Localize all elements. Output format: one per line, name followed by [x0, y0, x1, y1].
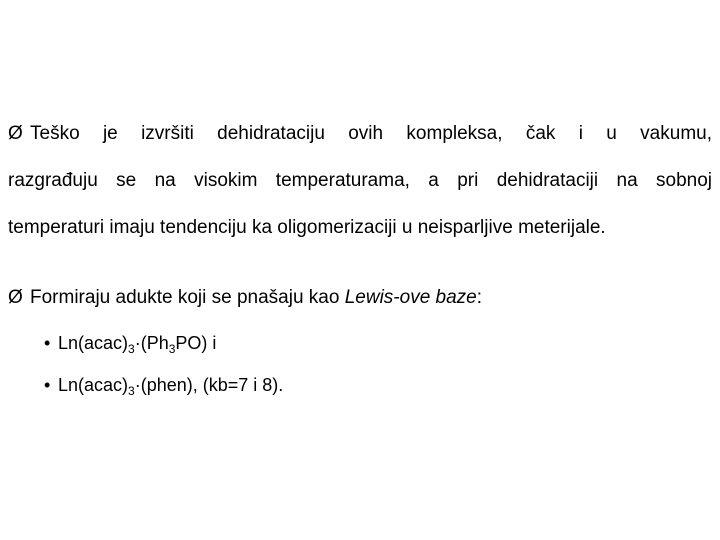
- paragraph-dehydration: [8, 110, 712, 251]
- line-1-text: Teško je izvršiti dehidrataciju ovih kompleksa, čak i u vakumu,: [30, 123, 712, 144]
- formula-part: Ln(acac): [58, 333, 129, 353]
- arrow-bullet-icon: Ø: [8, 287, 23, 308]
- paragraph-line-2: razgrađuju se na visokim temperaturama, a pri dehidrataciji na sobnoj: [8, 170, 712, 191]
- formula-subscript: 3: [128, 384, 135, 398]
- lewis-base-term: Lewis-ove baze: [344, 287, 477, 308]
- bullet-dot-icon: •: [44, 375, 51, 395]
- colon: :: [476, 287, 483, 308]
- formula-subscript: 3: [168, 342, 176, 356]
- formula-part: ·(phen), (kb=7 i 8).: [134, 375, 284, 395]
- formula-part: ·(Ph: [134, 333, 169, 353]
- arrow-bullet-icon: Ø: [8, 123, 23, 144]
- list-item-ph3po: [44, 330, 704, 356]
- formula-part: Ln(acac): [58, 375, 129, 395]
- formula-subscript: 3: [128, 342, 135, 356]
- list-item-phen: [44, 372, 704, 398]
- formula-part: PO) i: [175, 333, 217, 353]
- paragraph-adducts: [8, 283, 712, 313]
- adducts-text: Formiraju adukte koji se pnašaju kao: [30, 287, 345, 308]
- paragraph-line-3: temperaturi imaju tendenciju ka oligomerizaciji u neisparljive meterijale.: [8, 217, 606, 238]
- paragraph-line-1: [8, 110, 712, 157]
- bullet-dot-icon: •: [44, 333, 51, 353]
